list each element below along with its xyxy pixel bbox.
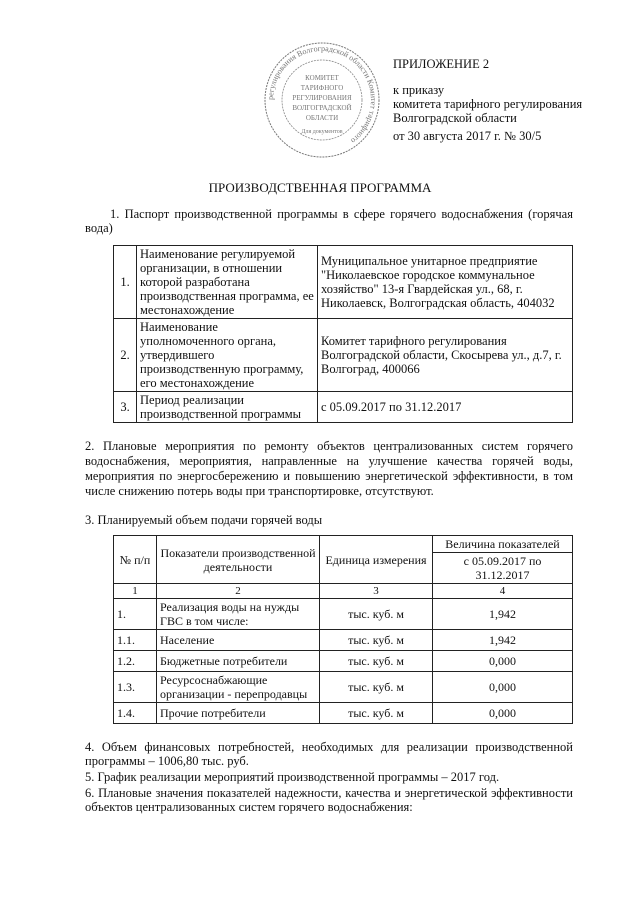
appendix-label: ПРИЛОЖЕНИЕ 2 xyxy=(393,57,490,71)
cell-unit: тыс. куб. м xyxy=(320,651,433,672)
cell-value: 1,942 xyxy=(433,630,573,651)
header-indicator: Показатели производственной деятельности xyxy=(157,536,320,584)
stamp-line: РЕГУЛИРОВАНИЯ xyxy=(292,94,352,102)
col-number: 2 xyxy=(157,584,320,599)
cell-value: Комитет тарифного регулирования Волгоградской области, Скосырева ул., д.7, г. Волгоград, 400066 xyxy=(318,319,573,392)
cell-value: Муниципальное унитарное предприятие "Николаевское городское коммунальное хозяйство" 13-я Гвардейская ул., 68, г. Николаевск, Волгоградская область, 404032 xyxy=(318,246,573,319)
cell-unit: тыс. куб. м xyxy=(320,703,433,724)
stamp-line: КОМИТЕТ xyxy=(305,74,339,82)
cell-value: с 05.09.2017 по 31.12.2017 xyxy=(318,392,573,423)
cell-unit: тыс. куб. м xyxy=(320,672,433,703)
cell-label: Период реализации производственной программы xyxy=(137,392,318,423)
cell-num: 3. xyxy=(114,392,137,423)
volume-table xyxy=(113,535,573,724)
cell-num: 2. xyxy=(114,319,137,392)
cell-value: 0,000 xyxy=(433,651,573,672)
order-header xyxy=(393,57,633,143)
order-line: Волгоградской области xyxy=(393,111,517,125)
cell-name: Ресурсоснабжающие организации - перепродавцы xyxy=(157,672,320,703)
table-row xyxy=(114,630,573,651)
col-number: 4 xyxy=(433,584,573,599)
stamp-line: ТАРИФНОГО xyxy=(300,84,344,92)
section-5: 5. График реализации мероприятий производственной программы – 2017 год. xyxy=(85,770,500,784)
section-6: 6. Плановые значения показателей надежности, качества и энергетической эффективности объектов централизованных систем горячего водоснабжения: xyxy=(85,786,573,814)
cell-name: Бюджетные потребители xyxy=(157,651,320,672)
passport-table xyxy=(113,245,573,423)
stamp-line: ВОЛГОГРАДСКОЙ xyxy=(292,104,352,112)
cell-value: 1,942 xyxy=(433,599,573,630)
table-row xyxy=(114,672,573,703)
cell-label: Наименование уполномоченного органа, утвердившего производственную программу, его местонахождение xyxy=(137,319,318,392)
table-row xyxy=(114,703,573,724)
section-3: 3. Планируемый объем подачи горячей воды xyxy=(85,513,323,527)
col-number: 1 xyxy=(114,584,157,599)
order-line: комитета тарифного регулирования xyxy=(393,97,583,111)
section-4: 4. Объем финансовых потребностей, необходимых для реализации производственной программы – 1006,80 тыс. руб. xyxy=(85,740,573,768)
cell-value: 0,000 xyxy=(433,672,573,703)
cell-num: 1.3. xyxy=(114,672,157,703)
header-num: № п/п xyxy=(114,536,157,584)
cell-num: 1. xyxy=(114,246,137,319)
stamp-line: ОБЛАСТИ xyxy=(305,114,339,122)
stamp-bottom: Для документов xyxy=(301,129,343,135)
cell-unit: тыс. куб. м xyxy=(320,630,433,651)
cell-num: 1.2. xyxy=(114,651,157,672)
official-stamp xyxy=(262,40,382,160)
header-unit: Единица измерения xyxy=(320,536,433,584)
document-body xyxy=(85,181,573,814)
order-line: к приказу xyxy=(393,83,445,97)
table-row xyxy=(114,599,573,630)
stamp-outer-text: регулирования Волгоградской области Комитет тарифного xyxy=(265,43,379,146)
col-number: 3 xyxy=(320,584,433,599)
section-1: 1. Паспорт производственной программы в сфере горячего водоснабжения (горячая вода) xyxy=(85,207,573,235)
cell-unit: тыс. куб. м xyxy=(320,599,433,630)
cell-value: 0,000 xyxy=(433,703,573,724)
cell-num: 1.1. xyxy=(114,630,157,651)
table-row xyxy=(114,651,573,672)
section-2: 2. Плановые мероприятия по ремонту объектов централизованных систем горячего водоснабжения, мероприятия, направленные на улучшение качества горячей воды, мероприятия по энергосбережению и повышению энергетической эффективности, в том числе снижению потерь воды при транспортировке, отсутствуют. xyxy=(85,439,573,498)
cell-name: Население xyxy=(157,630,320,651)
cell-name: Прочие потребители xyxy=(157,703,320,724)
header-period: с 05.09.2017 по 31.12.2017 xyxy=(433,553,573,584)
cell-label: Наименование регулируемой организации, в отношении которой разработана производственная программа, ее местонахождение xyxy=(137,246,318,319)
cell-num: 1. xyxy=(114,599,157,630)
page-title: ПРОИЗВОДСТВЕННАЯ ПРОГРАММА xyxy=(208,180,432,195)
header-value: Величина показателей xyxy=(433,536,573,553)
cell-num: 1.4. xyxy=(114,703,157,724)
cell-name: Реализация воды на нужды ГВС в том числе: xyxy=(157,599,320,630)
order-date: от 30 августа 2017 г. № 30/5 xyxy=(393,129,542,143)
